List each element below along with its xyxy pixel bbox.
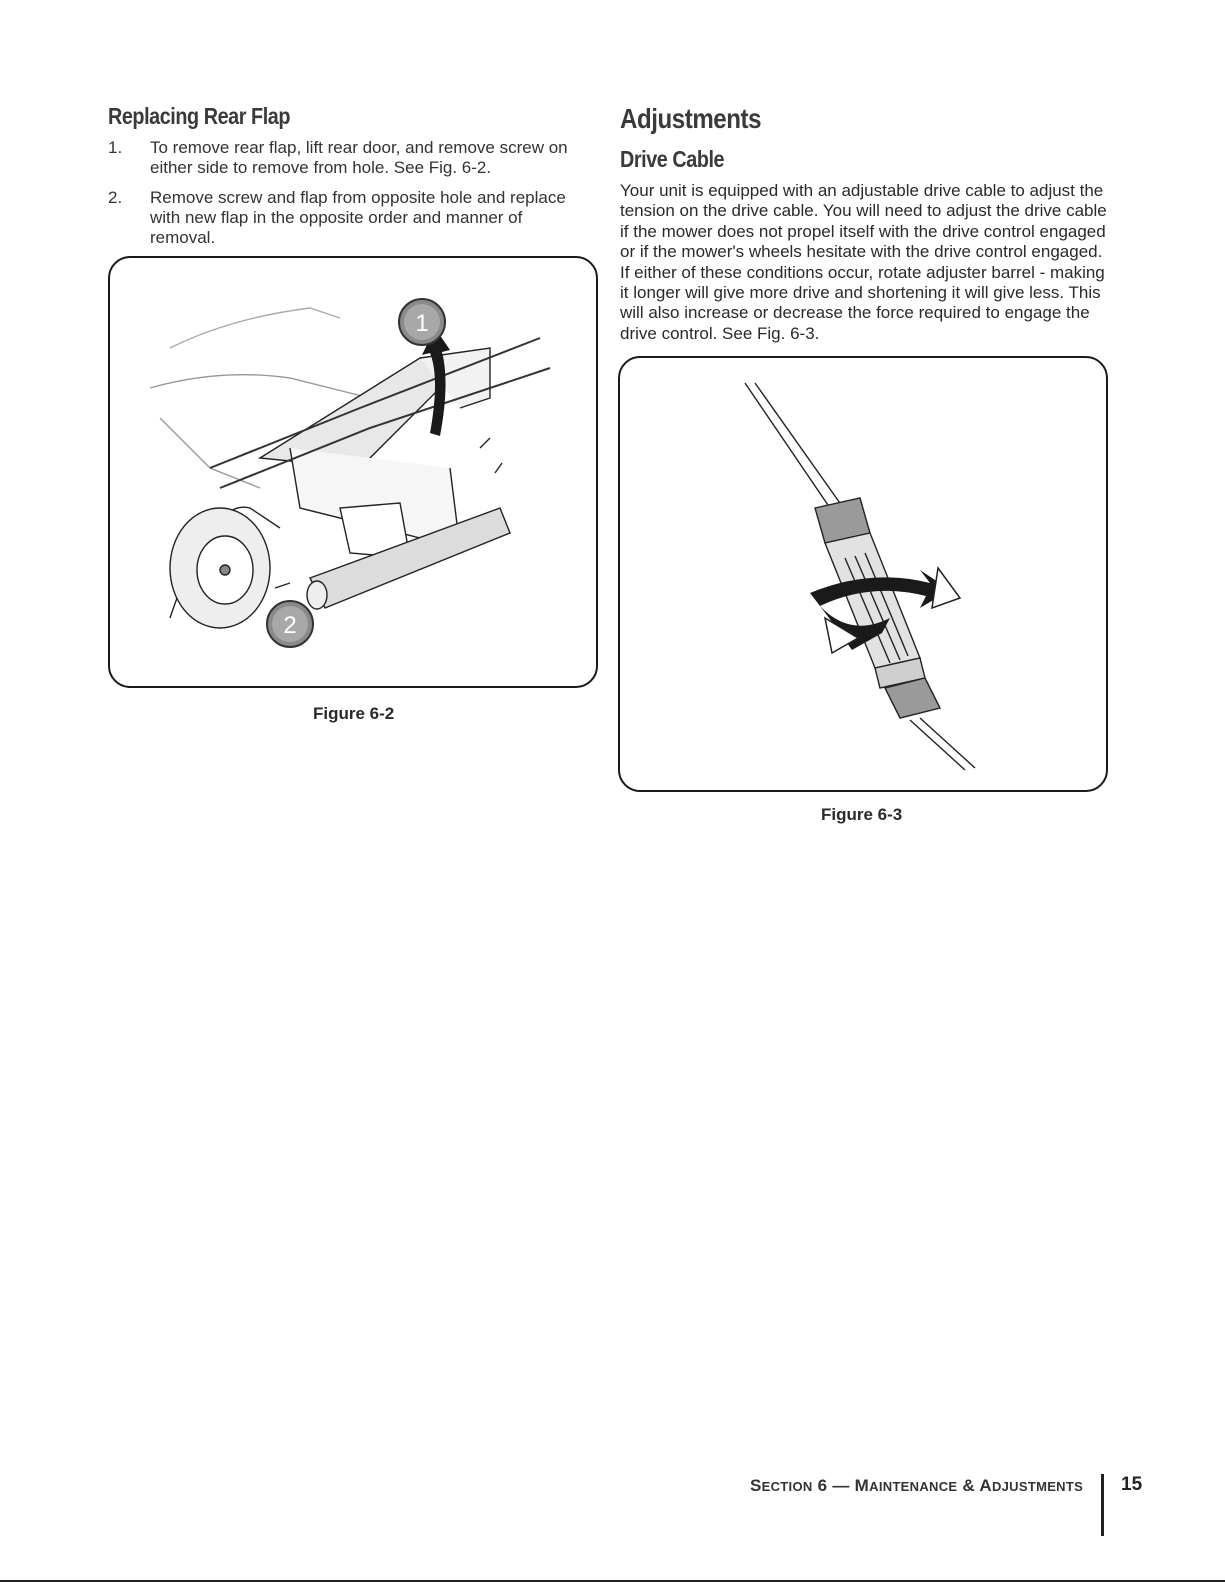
subheading-drive-cable: Drive Cable — [620, 146, 725, 172]
list-item — [108, 138, 568, 178]
page-number: 15 — [1121, 1474, 1143, 1495]
drive-cable-paragraph: Your unit is equipped with an adjustable drive cable to adjust the tension on the drive cable. You will need to adjust the drive cable if the mower does not propel itself with the drive control engaged or if the mower's wheels hesitate with the drive control engaged. If either of these conditions occur, rotate adjuster barrel - making it longer will give more drive and shortening it will give less. This will also increase or decrease the force required to engage the drive control. See Fig. 6-3. — [620, 181, 1107, 343]
step-text: Remove screw and flap from opposite hole and replace with new flap in the opposite order and manner of removal. — [150, 188, 566, 247]
step-text: To remove rear flap, lift rear door, and remove screw on either side to remove from hole. See Fig. 6-2. — [150, 138, 568, 177]
figure-6-2-caption: Figure 6-2 — [313, 704, 395, 723]
instruction-list — [108, 138, 568, 258]
rear-flap-diagram — [110, 258, 596, 686]
figure-6-3-caption: Figure 6-3 — [821, 805, 903, 824]
footer-section-title — [750, 1476, 1083, 1496]
figure-6-2-illustration — [108, 256, 598, 688]
svg-text:1: 1 — [415, 310, 429, 337]
drive-cable-diagram — [620, 358, 1106, 790]
section-heading-replacing-rear-flap: Replacing Rear Flap — [108, 103, 290, 129]
footer-title-part: & A — [957, 1476, 992, 1495]
footer-title-part: 6 — M — [812, 1476, 870, 1495]
figure-6-3-illustration — [618, 356, 1108, 792]
list-item — [108, 188, 568, 248]
section-heading-adjustments: Adjustments — [620, 103, 762, 134]
footer-title-part: ECTION — [761, 1479, 813, 1494]
step-number: 1. — [108, 138, 123, 157]
page-bottom-rule — [0, 1580, 1225, 1582]
footer-divider — [1101, 1474, 1104, 1536]
footer-title-part: AINTENANCE — [869, 1479, 958, 1494]
step-number: 2. — [108, 188, 123, 207]
footer-title-part: S — [750, 1476, 762, 1495]
footer-title-part: DJUSTMENTS — [991, 1479, 1084, 1494]
callout-1 — [399, 299, 445, 345]
svg-text:2: 2 — [283, 612, 297, 639]
callout-2 — [267, 601, 313, 647]
